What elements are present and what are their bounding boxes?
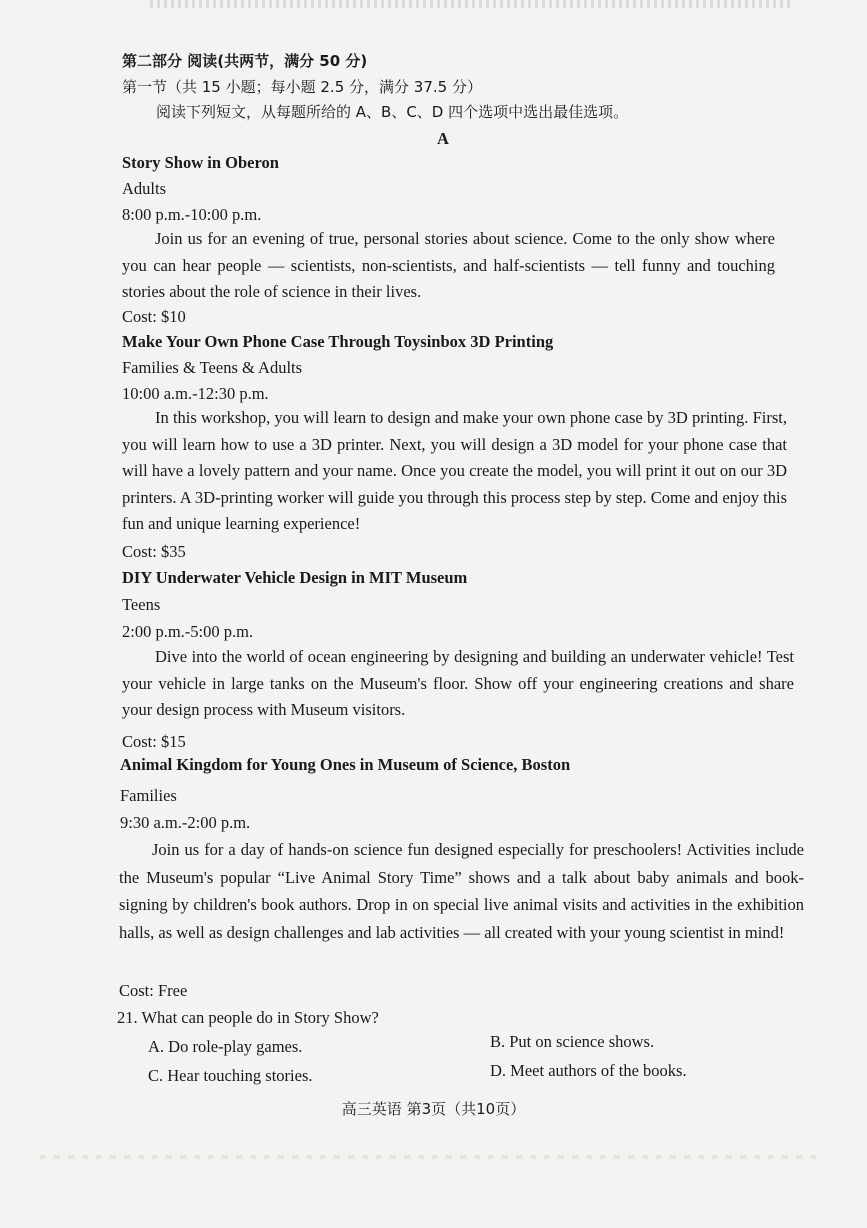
scan-edge-artifact [40, 1155, 820, 1159]
event-time: 9:30 a.m.-2:00 p.m. [120, 813, 251, 832]
event-audience: Families & Teens & Adults [122, 358, 303, 377]
event-description: Dive into the world of ocean engineering by designing and building an underwater vehicle! Test your vehicle in large tanks on the Museum's floor. Show off your engineering creations and share your design process with Museum visitors. [122, 647, 794, 719]
event-title: Story Show in Oberon [122, 153, 279, 172]
event-title: Make Your Own Phone Case Through Toysinbox 3D Printing [122, 332, 554, 351]
option-d: D. Meet authors of the books. [490, 1061, 687, 1080]
event-title: DIY Underwater Vehicle Design in MIT Museum [122, 568, 468, 587]
option-a: A. Do role-play games. [148, 1037, 303, 1056]
event-cost: Cost: $35 [122, 542, 186, 561]
part-title: 第二部分 阅读(共两节，满分 50 分) [122, 52, 368, 70]
event-description: Join us for an evening of true, personal stories about science. Come to the only show where you can hear people — scientists, non-scientists, and half-scientists — tell funny and touching stories about the role of science in their lives. [122, 229, 775, 301]
event-audience: Adults [122, 179, 167, 198]
event-title: Animal Kingdom for Young Ones in Museum of Science, Boston [120, 755, 571, 774]
event-audience: Teens [122, 595, 161, 614]
event-description: In this workshop, you will learn to design and make your own phone case by 3D printing. First, you will learn how to use a 3D printer. Next, you will design a 3D model for your phone case that will have a lovely pattern and your name. Once you create the model, you will print it out on our 3D printers. A 3D-printing worker will guide you through this process step by step. Come and enjoy this fun and unique learning experience! [122, 408, 787, 533]
event-time: 2:00 p.m.-5:00 p.m. [122, 622, 254, 641]
event-cost: Cost: $10 [122, 307, 186, 326]
event-description: Join us for a day of hands-on science fun designed especially for preschoolers! Activities include the Museum's popular “Live Animal Story Time” shows and a talk about baby animals and book-signing by children's book authors. Drop in on special live animal visits and activities in the exhibition halls, as well as design challenges and lab activities — all created with your young scientist in mind! [119, 840, 804, 942]
event-cost: Cost: Free [119, 981, 188, 1000]
question-stem: 21. What can people do in Story Show? [117, 1008, 379, 1027]
event-time: 8:00 p.m.-10:00 p.m. [122, 205, 262, 224]
event-audience: Families [120, 786, 177, 805]
event-time: 10:00 a.m.-12:30 p.m. [122, 384, 269, 403]
page-footer: 高三英语 第3页（共10页） [341, 1100, 526, 1118]
option-b: B. Put on science shows. [490, 1032, 655, 1051]
instruction-text: 阅读下列短文，从每题所给的 A、B、C、D 四个选项中选出最佳选项。 [156, 103, 629, 121]
event-cost: Cost: $15 [122, 732, 186, 751]
option-c: C. Hear touching stories. [148, 1066, 313, 1085]
passage-letter: A [437, 129, 449, 148]
section-title: 第一节（共 15 小题；每小题 2.5 分，满分 37.5 分） [122, 78, 482, 96]
